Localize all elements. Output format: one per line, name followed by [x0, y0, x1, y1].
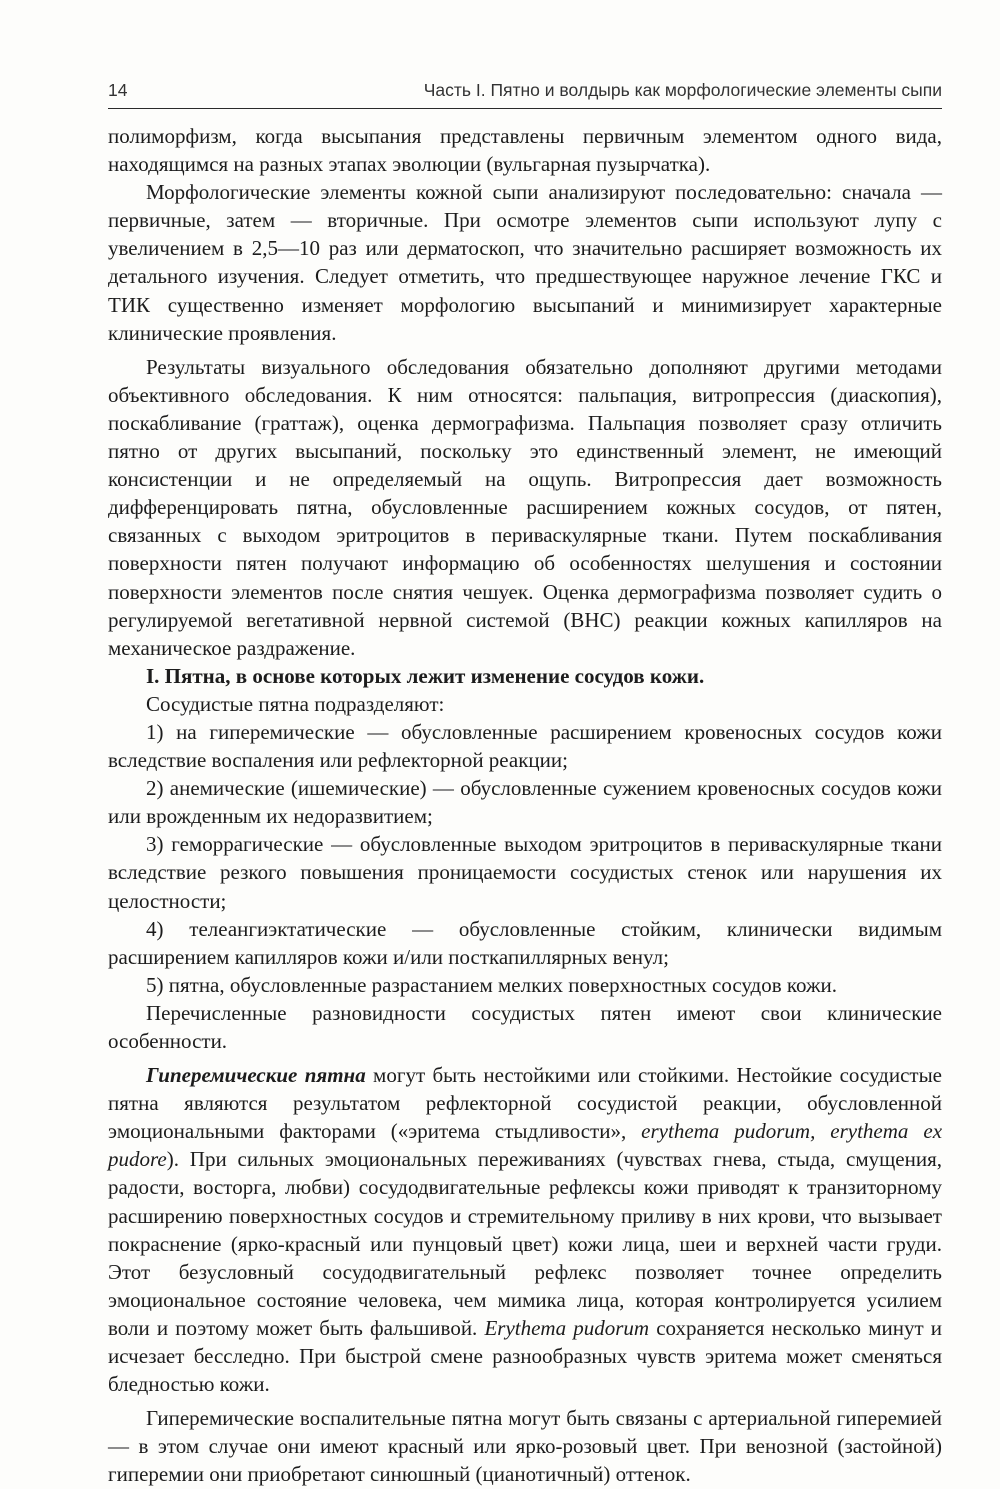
- text-segment: могут быть нестойкими или стойкими. Нестойкие сосудистые пятна являются результатом рефлекторной сосудистой реакции, обусловленной эмоциональными факторами («эритема стыдливости»,: [108, 1063, 942, 1144]
- paragraph-examination-methods: Результаты визуального обследования обязательно дополняют другими методами объективного обследования. К ним относятся: пальпация, витропрессия (диаскопия), поскабливание (граттаж), оценка дермографизма. Пальпация позволяет сразу отличить пятно от других высыпаний, поскольку это единственный элемент, не имеющий консистенции и не определяемый на ощупь. Витропрессия дает возможность дифференцировать пятна, обусловленные расширением кожных сосудов, от пятен, связанных с выходом эритроцитов в периваскулярные ткани. Путем поскабливания поверхности пятен получают информацию об особенностях шелушения и состоянии поверхности элементов после снятия чешуек. Оценка дермографизма позволяет судить о регулируемой вегетативной нервной системой (ВНС) реакции кожных капилляров на механическое раздражение.: [108, 354, 942, 660]
- paragraph-inflammatory: Гиперемические воспалительные пятна могут быть связаны с артериальной гиперемией — в этом случае они имеют красный или ярко-розовый цвет. При венозной (застойной) гиперемии они приобретают синюшный (цианотичный) оттенок.: [108, 1406, 942, 1487]
- term-hyperemic-spots: Гиперемические пятна: [146, 1063, 366, 1088]
- page-body: [108, 122, 942, 1489]
- paragraph-morphology: Морфологические элементы кожной сыпи анализируют последовательно: сначала — первичные, затем — вторичные. При осмотре элементов сыпи используют лупу с увеличением в 2,5—10 раз или дерматоскоп, что значительно расширяет возможность их детального изучения. Следует отметить, что предшествующее наружное лечение ГКС и ТИК существенно изменяет морфологию высыпаний и минимизирует характерные клинические проявления.: [108, 180, 942, 345]
- paragraph-continuation: полиморфизм, когда высыпания представлены первичным элементом одного вида, находящимся на разных этапах эволюции (вульгарная пузырчатка).: [108, 124, 942, 177]
- latin-term: erythema pudorum, erythema ex pudore: [108, 1119, 943, 1172]
- paragraph-varieties: Перечисленные разновидности сосудистых пятен имеют свои клинические особенности.: [108, 1000, 942, 1053]
- list-item-3: 3) геморрагические — обусловленные выходом эритроцитов в периваскулярные ткани вследствие резкого повышения проницаемости сосудистых стенок или нарушения их целостности;: [108, 832, 942, 913]
- section-heading: I. Пятна, в основе которых лежит изменение сосудов кожи.: [146, 663, 705, 688]
- page-number: 14: [108, 80, 128, 100]
- paragraph-hyperemic: [108, 1061, 942, 1398]
- list-item-4: 4) телеангиэктатические — обусловленные стойким, клинически видимым расширением капилляров кожи и/или посткапиллярных венул;: [108, 916, 942, 969]
- running-header: [108, 78, 942, 109]
- list-item-1: 1) на гиперемические — обусловленные расширением кровеносных сосудов кожи вследствие воспаления или рефлекторной реакции;: [108, 719, 942, 773]
- text-segment: ). При сильных эмоциональных переживаниях (чувствах гнева, стыда, смущения, радости, восторга, любви) сосудодвигательные рефлексы кожи приводят к транзиторному расширению поверхностных сосудов и стремительному приливу в них крови, что вызывает покраснение (ярко-красный или пунцовый цвет) кожи лица, шеи и верхней части груди. Этот безусловный сосудодвигательный рефлекс позволяет точнее определить эмоциональное состояние человека, чем мимика лица, которая контролируется усилием воли и поэтому может быть фальшивой.: [108, 1147, 942, 1340]
- list-item-2: 2) анемические (ишемические) — обусловленные сужением кровеносных сосудов кожи или врожденным их недоразвитием;: [108, 776, 942, 829]
- running-title: Часть I. Пятно и волдырь как морфологические элементы сыпи: [423, 80, 942, 100]
- latin-term: Erythema pudorum: [484, 1315, 650, 1340]
- list-item-5: 5) пятна, обусловленные разрастанием мелких поверхностных сосудов кожи.: [146, 972, 838, 997]
- text-segment: сохраняется несколько минут и исчезает бесследно. При быстрой смене разнообразных чувств эритема может сменяться бледностью кожи.: [108, 1315, 943, 1397]
- list-intro: Сосудистые пятна подразделяют:: [146, 691, 445, 716]
